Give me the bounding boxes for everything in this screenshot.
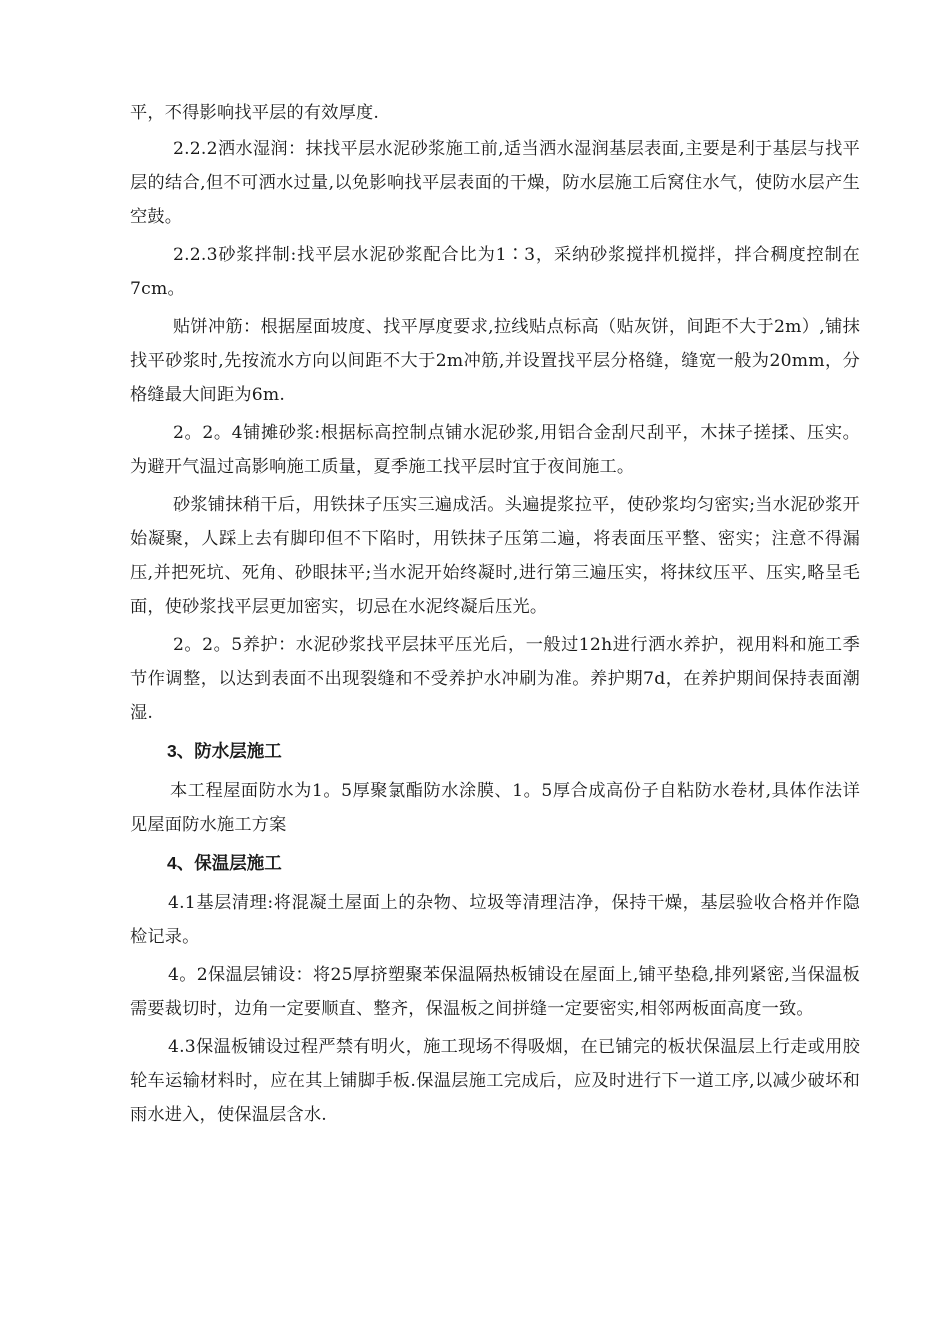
paragraph-troweling: 砂浆铺抹稍干后，用铁抹子压实三遍成活。头遍提浆拉平，使砂浆均匀密实;当水泥砂浆开始凝聚，人踩上去有脚印但不下陷时，用铁抹子压第二遍，将表面压平整、密实；注意不得漏压,并把死坑、死角、砂眼抹平;当水泥开始终凝时,进行第三遍压实，将抹纹压平、压实,略呈毛面，使砂浆找平层更加密实，切忌在水泥终凝后压光。 <box>130 495 860 617</box>
paragraph-4-3-fire-safety: 4.3保温板铺设过程严禁有明火，施工现场不得吸烟，在已铺完的板状保温层上行走或用胶轮车运输材料时，应在其上铺脚手板.保温层施工完成后，应及时进行下一道工序,以减少破坏和雨水进入，使保温层含水. <box>130 1037 860 1125</box>
paragraph-2-2-3-mortar-mixing: 2.2.3砂浆拌制:找平层水泥砂浆配合比为1∶3，采纳砂浆搅拌机搅拌，拌合稠度控制在7cm。 <box>130 245 860 299</box>
paragraph-2-2-5-curing: 2。2。5养护：水泥砂浆找平层抹平压光后，一般过12h进行洒水养护，视用料和施工季节作调整，以达到表面不出现裂缝和不受养护水冲刷为准。养护期7d，在养护期间保持表面潮湿. <box>130 635 860 723</box>
paragraph-2-2-4-spreading-mortar: 2。2。4铺摊砂浆:根据标高控制点铺水泥砂浆,用铝合金刮尺刮平，木抹子搓揉、压实。为避开气温过高影响施工质量，夏季施工找平层时宜于夜间施工。 <box>130 423 860 477</box>
section-3-heading: 3、防水层施工 <box>167 741 282 761</box>
document-body <box>130 96 860 1136</box>
paragraph-4-2-insulation-laying: 4。2保温层铺设：将25厚挤塑聚苯保温隔热板铺设在屋面上,铺平垫稳,排列紧密,当保温板需要裁切时，边角一定要顺直、整齐，保温板之间拼缝一定要密实,相邻两板面高度一致。 <box>130 965 860 1019</box>
paragraph-continuation: 平，不得影响找平层的有效厚度. <box>130 103 380 123</box>
paragraph-waterproofing: 本工程屋面防水为1。5厚聚氯酯防水涂膜、1。5厚合成高份子自粘防水卷材,具体作法详见屋面防水施工方案 <box>130 781 860 835</box>
paragraph-2-2-2-watering: 2.2.2洒水湿润：抹找平层水泥砂浆施工前,适当洒水湿润基层表面,主要是利于基层与找平层的结合,但不可洒水过量,以免影响找平层表面的干燥，防水层施工后窝住水气，使防水层产生空鼓。 <box>130 139 860 227</box>
section-4-heading: 4、保温层施工 <box>167 853 282 873</box>
paragraph-screed-ribs: 贴饼冲筋：根据屋面坡度、找平厚度要求,拉线贴点标高（贴灰饼，间距不大于2m）,铺抹找平砂浆时,先按流水方向以间距不大于2m冲筋,并设置找平层分格缝，缝宽一般为20mm，分格缝最大间距为6m. <box>130 317 860 405</box>
paragraph-4-1-base-cleaning: 4.1基层清理:将混凝土屋面上的杂物、垃圾等清理洁净，保持干燥，基层验收合格并作隐检记录。 <box>130 893 860 947</box>
